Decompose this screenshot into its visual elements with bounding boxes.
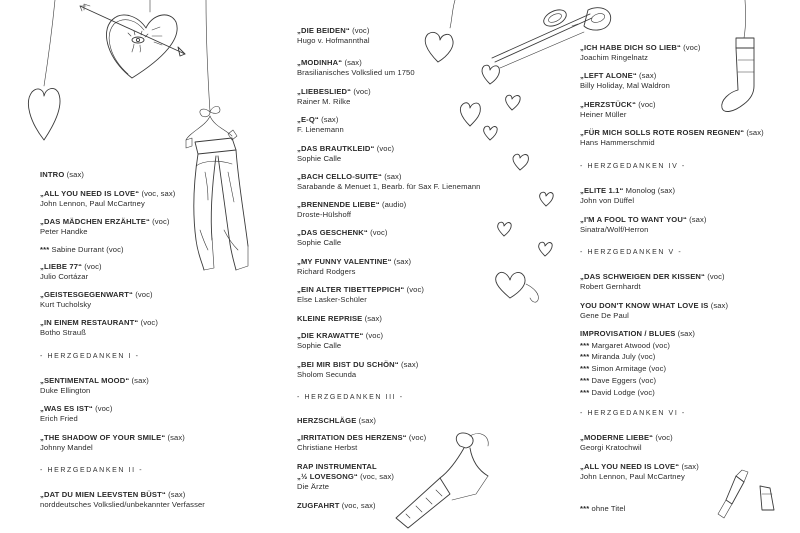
section-divider: - HERZGEDANKEN IV - [580,163,686,170]
section-divider: - HERZGEDANKEN I - [40,353,140,360]
program-item: HERZSCHLÄGE (sax) [297,416,377,425]
program-item: „WAS ES IST“ (voc) Erich Fried [40,404,113,423]
program-item: „MY FUNNY VALENTINE“ (sax) Richard Rodgers [297,257,412,276]
program-item: „IRRITATION DES HERZENS“ (voc) Christiane Herbst [297,433,427,452]
program-item: *** Margaret Atwood (voc) [580,341,671,350]
program-item: „I'M A FOOL TO WANT YOU“ (sax) Sinatra/Wolf/Herron [580,215,707,234]
program-item: „DAS GESCHENK“ (voc) Sophie Calle [297,228,388,247]
program-item: „LEFT ALONE“ (sax) Billy Holiday, Mal Waldron [580,71,670,90]
program-item: „HERZSTÜCK“ (voc) Heiner Müller [580,100,656,119]
program-item: „ALL YOU NEED IS LOVE“ (sax) John Lennon, Paul McCartney [580,462,699,481]
hanging-sock-icon [722,0,754,111]
lipstick-icon [718,470,774,518]
hanging-trousers-icon [186,0,248,270]
program-item: ZUGFAHRT (voc, sax) [297,501,376,510]
program-item: „½ LOVESONG“ (voc, sax) Die Ärzte [297,472,395,491]
program-item: „BRENNENDE LIEBE“ (audio) Droste-Hülshoff [297,200,407,219]
program-item: *** Miranda July (voc) [580,352,656,361]
program-item: YOU DON'T KNOW WHAT LOVE IS (sax) Gene De Paul [580,301,729,320]
program-item: „DAT DU MIEN LEEVSTEN BÜST“ (sax) norddeutsches Volkslied/unbekannter Verfasser [40,490,205,509]
program-item: „THE SHADOW OF YOUR SMILE“ (sax) Johnny Mandel [40,433,185,452]
program-item: „DIE KRAWATTE“ (voc) Sophie Calle [297,331,384,350]
program-item: INTRO (sax) [40,170,84,179]
program-item: „MODINHA“ (sax) Brasilianisches Volkslied um 1750 [297,58,415,77]
program-item: „BEI MIR BIST DU SCHÖN“ (sax) Sholom Secunda [297,360,419,379]
program-item: „DAS BRAUTKLEID“ (voc) Sophie Calle [297,144,395,163]
program-item: „ELITE 1.1“ Monolog (sax) John von Düffel [580,186,676,205]
program-item: „LIEBESLIED“ (voc) Rainer M. Rilke [297,87,371,106]
program-item: „E-Q“ (sax) F. Lienemann [297,115,344,134]
program-item: *** Sabine Durrant (voc) [40,245,124,254]
program-item: „ALL YOU NEED IS LOVE“ (voc, sax) John Lennon, Paul McCartney [40,189,176,208]
program-item: *** Simon Armitage (voc) [580,364,667,373]
program-item: KLEINE REPRISE (sax) [297,314,382,323]
program-item: „MODERNE LIEBE“ (voc) Georgi Kratochwil [580,433,673,452]
section-divider: - HERZGEDANKEN III - [297,394,404,401]
heart-with-arrow-icon [80,0,185,78]
program-item: RAP INSTRUMENTAL [297,462,377,471]
hanging-heart-icon [425,0,455,62]
program-item: *** Dave Eggers (voc) [580,376,657,385]
program-item: *** David Lodge (voc) [580,388,655,397]
program-item: „LIEBE 77“ (voc) Julio Cortázar [40,262,102,281]
program-item: IMPROVISATION / BLUES (sax) [580,329,695,338]
program-item: „ICH HABE DICH SO LIEB“ (voc) Joachim Ringelnatz [580,43,701,62]
hanging-heart-icon [28,0,60,140]
program-item: „GEISTESGEGENWART“ (voc) Kurt Tucholsky [40,290,153,309]
program-item: „EIN ALTER TIBETTEPPICH“ (voc) Else Lasker-Schüler [297,285,424,304]
program-item: „DAS SCHWEIGEN DER KISSEN“ (voc) Robert Gernhardt [580,272,725,291]
section-divider: - HERZGEDANKEN II - [40,467,144,474]
program-item: *** ohne Titel [580,504,626,513]
section-divider: - HERZGEDANKEN VI - [580,410,686,417]
program-item: „DIE BEIDEN“ (voc) Hugo v. Hofmannthal [297,26,370,45]
program-item: „IN EINEM RESTAURANT“ (voc) Botho Strauß [40,318,158,337]
program-item: „SENTIMENTAL MOOD“ (sax) Duke Ellington [40,376,149,395]
program-item: „BACH CELLO-SUITE“ (sax) Sarabande & Menuet 1, Bearb. für Sax F. Lienemann [297,172,481,191]
program-item: „DAS MÄDCHEN ERZÄHLTE“ (voc) Peter Handke [40,217,170,236]
section-divider: - HERZGEDANKEN V - [580,249,683,256]
program-item: „FÜR MICH SOLLS ROTE ROSEN REGNEN“ (sax) Hans Hammerschmid [580,128,764,147]
